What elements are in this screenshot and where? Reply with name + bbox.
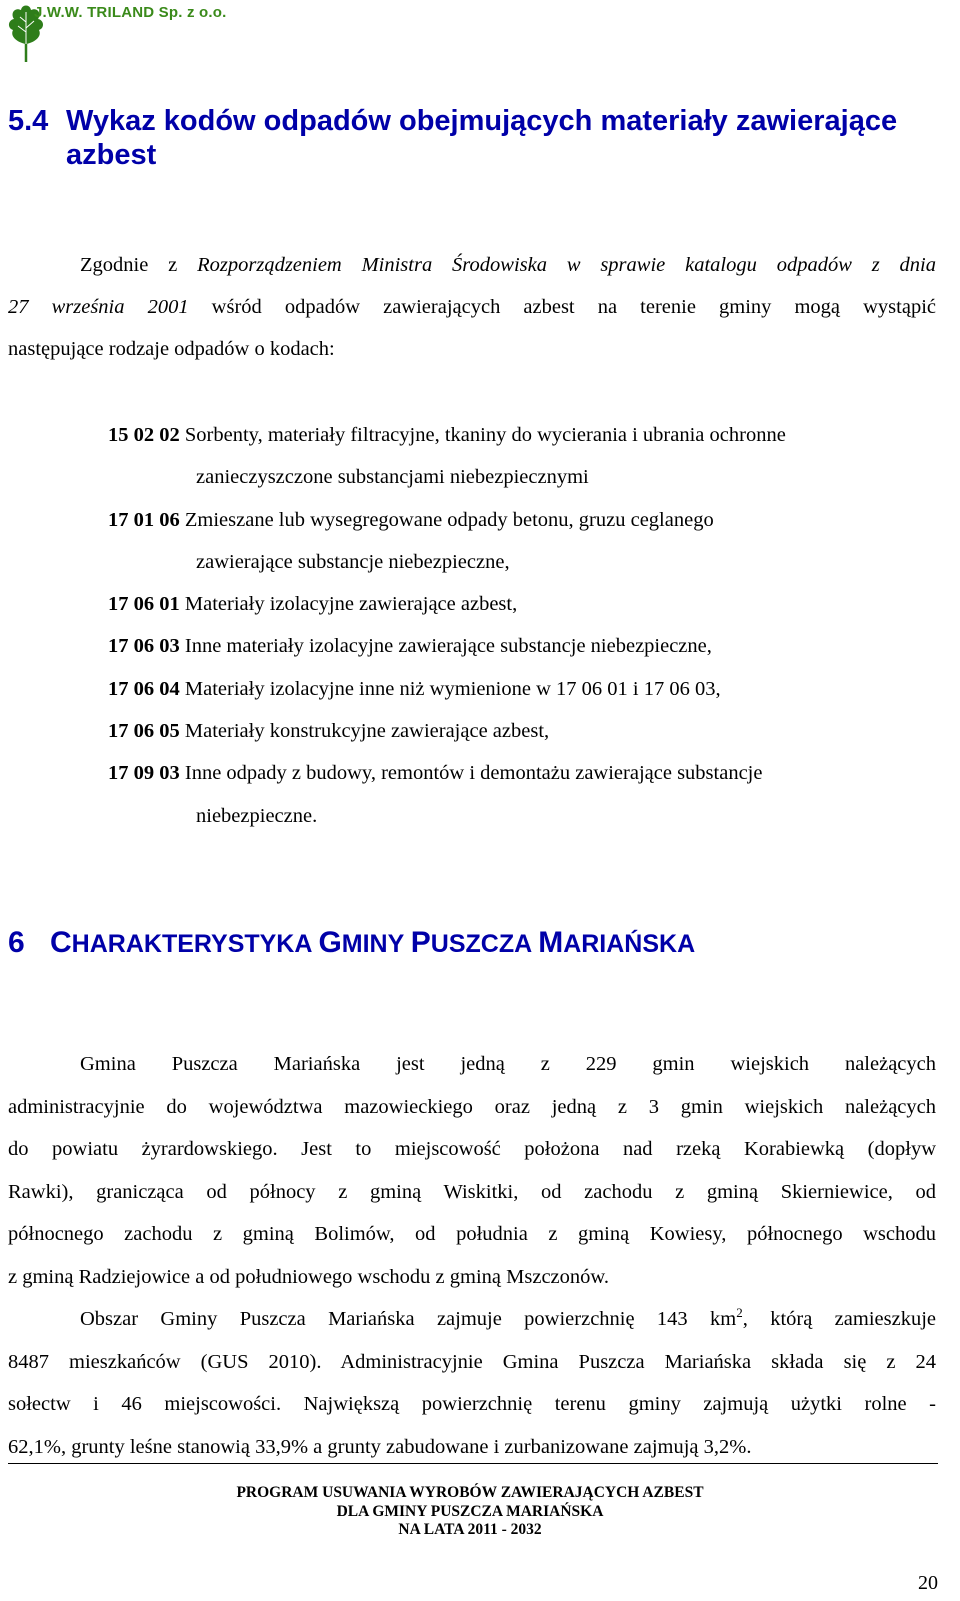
regulation-date: 27 września 2001 (8, 296, 189, 318)
list-item (108, 752, 938, 837)
paragraph-line: z gminą Radziejowice a od południowego wschodu z gminą Mszczonów. (8, 1265, 609, 1288)
chapter-title: CHARAKTERYSTYKA GMINY PUSZCZA MARIAŃSKA (50, 926, 696, 959)
paragraph-line: Obszar Gminy Puszcza Mariańska zajmuje powierzchnię 143 $km^2$, którą zamieszkuje (80, 1305, 936, 1330)
waste-description: Materiały izolacyjne inne niż wymienione w 17 06 01 i 17 06 03, (184, 677, 721, 700)
intro-paragraph (8, 244, 936, 370)
waste-description-continued: niebezpieczne. (196, 804, 318, 827)
waste-description: Inne odpady z budowy, remontów i demontażu zawierające substancje (184, 762, 763, 785)
footer-line: PROGRAM USUWANIA WYROBÓW ZAWIERAJĄCYCH AZBEST (236, 1484, 704, 1501)
page-number: 20 (918, 1572, 938, 1594)
waste-description: Materiały izolacyjne zawierające azbest, (184, 593, 518, 616)
paragraph-line: sołectw i 46 miejscowości. Największą powierzchnię terenu gminy zajmują użytki rolne - (8, 1393, 936, 1415)
paragraph-line: północnego zachodu z gminą Bolimów, od południa z gminą Kowiesy, północnego wschodu (8, 1223, 936, 1245)
waste-code: 17 06 05 (108, 720, 180, 743)
waste-code: 17 06 01 (108, 593, 180, 616)
paragraph-line: Rawki), granicząca od północy z gminą Wiskitki, od zachodu z gminą Skierniewice, od (8, 1180, 936, 1203)
footer-line: NA LATA 2011 - 2032 (398, 1521, 542, 1538)
section-number: 5.4 (8, 105, 49, 137)
paragraph-line: 62,1%, grunty leśne stanowią 33,9% a grunty zabudowane i zurbanizowane zajmują 3,2%. (8, 1435, 752, 1458)
paragraph-line: 8487 mieszkańców (GUS 2010). Administracyjnie Gmina Puszcza Mariańska składa się z 24 (8, 1350, 936, 1373)
waste-description: Inne materiały izolacyjne zawierające substancje niebezpieczne, (184, 635, 712, 658)
chapter-number: 6 (8, 926, 25, 959)
waste-code: 17 06 03 (108, 635, 180, 658)
list-item (108, 499, 938, 584)
waste-code-list (108, 414, 938, 837)
intro-text: Zgodnie z (80, 254, 198, 276)
list-item (108, 625, 938, 667)
section-title: Wykaz kodów odpadów obejmujących materiały zawierające azbest (66, 105, 898, 171)
waste-code: 17 09 03 (108, 762, 180, 785)
waste-description-continued: zawierające substancje niebezpieczne, (196, 550, 510, 573)
paragraph-line: do powiatu żyrardowskiego. Jest to miejscowość położona nad rzeką Korabiewką (dopływ (8, 1138, 936, 1160)
company-name: J.W.W. TRILAND Sp. z o.o. (34, 4, 227, 21)
waste-code: 17 01 06 (108, 508, 180, 531)
paragraph-gmina-location (8, 1043, 936, 1298)
paragraph-gmina-area (8, 1298, 936, 1468)
list-item (108, 414, 938, 499)
waste-description: Materiały konstrukcyjne zawierające azbest, (184, 720, 550, 743)
section-heading-5-4 (8, 104, 938, 172)
intro-text: wśród odpadów zawierających azbest na terenie gminy mogą wystąpić (188, 296, 936, 318)
footer (0, 1484, 940, 1540)
list-item (108, 710, 938, 752)
waste-description-continued: zanieczyszczone substancjami niebezpiecznymi (196, 466, 589, 489)
intro-text: następujące rodzaje odpadów o kodach: (8, 338, 335, 360)
list-item (108, 668, 938, 710)
list-item (108, 583, 938, 625)
waste-description: Zmieszane lub wysegregowane odpady betonu, gruzu ceglanego (184, 508, 714, 531)
regulation-title: Rozporządzeniem Ministra Środowiska w sprawie katalogu odpadów z dnia (197, 254, 936, 276)
waste-code: 17 06 04 (108, 677, 180, 700)
paragraph-line: Gmina Puszcza Mariańska jest jedną z 229 gmin wiejskich należących (80, 1053, 936, 1075)
waste-description: Sorbenty, materiały filtracyjne, tkaniny do wycierania i ubrania ochronne (184, 424, 786, 446)
paragraph-line: administracyjnie do województwa mazowieckiego oraz jedną z 3 gmin wiejskich należących (8, 1095, 936, 1118)
waste-code: 15 02 02 (108, 424, 180, 446)
footer-divider (8, 1463, 938, 1464)
footer-line: DLA GMINY PUSZCZA MARIAŃSKA (336, 1502, 604, 1520)
